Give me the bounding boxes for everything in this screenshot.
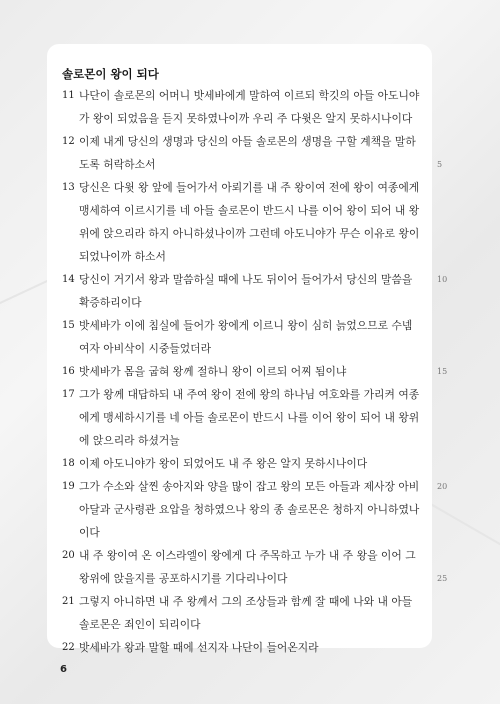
verse-text: 이제 아도니야가 왕이 되었어도 내 주 왕은 알지 못하시나이다: [79, 457, 368, 470]
section-heading: 솔로몬이 왕이 되다: [62, 67, 159, 81]
verse-text: 내 주 왕이여 온 이스라엘이 왕에게 다 주목하고 누가 내 주 왕을 이어 그 왕위에 앉을지를 공포하시기를 기다리나이다: [79, 549, 416, 585]
verse-number: 19: [62, 481, 75, 492]
verse-text: 이제 내게 당신의 생명과 당신의 아들 솔로몬의 생명을 구할 계책을 말하도록 허락하소서: [79, 135, 416, 171]
verse-text: 나단이 솔로몬의 어머니 밧세바에게 말하여 이르되 학깃의 아들 아도니야가 왕이 되었음을 듣지 못하였나이까 우리 주 다윗은 알지 못하시나이다: [79, 89, 420, 125]
verse-18: [62, 452, 424, 475]
margin-line-number: 20: [437, 482, 448, 491]
verse-16: [62, 360, 424, 383]
verse-text: 그가 왕께 대답하되 내 주여 왕이 전에 왕의 하나님 여호와를 가리켜 여종에게 맹세하시기를 네 아들 솔로몬이 반드시 나를 이어 왕이 되어 내 왕위에 앉으리라 하셨거늘: [79, 388, 420, 447]
verse-17: [62, 383, 424, 452]
margin-line-number: 10: [437, 275, 448, 284]
verse-number: 17: [62, 389, 75, 400]
verse-number: 21: [62, 596, 75, 607]
verse-text: 밧세바가 이에 침실에 들어가 왕에게 이르니 왕이 심히 늙었으므로 수넴 여자 아비삭이 시중들었더라: [79, 319, 413, 355]
verse-11: [62, 84, 424, 130]
verse-number: 22: [62, 642, 75, 653]
verse-20: [62, 544, 424, 590]
verse-text: 그가 수소와 살찐 송아지와 양을 많이 잡고 왕의 모든 아들과 제사장 아비아달과 군사령관 요압을 청하였으나 왕의 종 솔로몬은 청하지 아니하였나이다: [79, 480, 420, 539]
verse-text: 밧세바가 몸을 굽혀 왕께 절하니 왕이 이르되 어찌 됨이냐: [79, 365, 347, 378]
margin-line-number: 15: [437, 367, 448, 376]
margin-line-number: 5: [437, 160, 443, 169]
verse-text: 당신은 다윗 왕 앞에 들어가서 아뢰기를 내 주 왕이여 전에 왕이 여종에게 맹세하여 이르시기를 네 아들 솔로몬이 반드시 나를 이어 왕이 되어 내 왕위에 앉으리라 하지 아니하셨나이까 그런데 아도니야가 무슨 이유로 왕이 되었나이까 하소서: [79, 181, 420, 263]
verse-number: 13: [62, 182, 75, 193]
verse-list: [62, 84, 424, 659]
page-number: 6: [60, 664, 67, 675]
verse-19: [62, 475, 424, 544]
verse-text: 밧세바가 왕과 말할 때에 선지자 나단이 들어온지라: [79, 641, 319, 654]
verse-number: 20: [62, 550, 75, 561]
verse-number: 11: [62, 90, 75, 101]
verse-13: [62, 176, 424, 268]
verse-22: [62, 636, 424, 659]
verse-15: [62, 314, 424, 360]
verse-number: 18: [62, 458, 75, 469]
verse-14: [62, 268, 424, 314]
verse-21: [62, 590, 424, 636]
verse-number: 15: [62, 320, 75, 331]
verse-text: 그렇지 아니하면 내 주 왕께서 그의 조상들과 함께 잘 때에 나와 내 아들 솔로몬은 죄인이 되리이다: [79, 595, 413, 631]
verse-number: 16: [62, 366, 75, 377]
verse-text: 당신이 거기서 왕과 말씀하실 때에 나도 뒤이어 들어가서 당신의 말씀을 확증하리이다: [79, 273, 413, 309]
verse-number: 14: [62, 274, 75, 285]
verse-12: [62, 130, 424, 176]
verse-number: 12: [62, 136, 75, 147]
margin-line-number: 25: [437, 574, 448, 583]
